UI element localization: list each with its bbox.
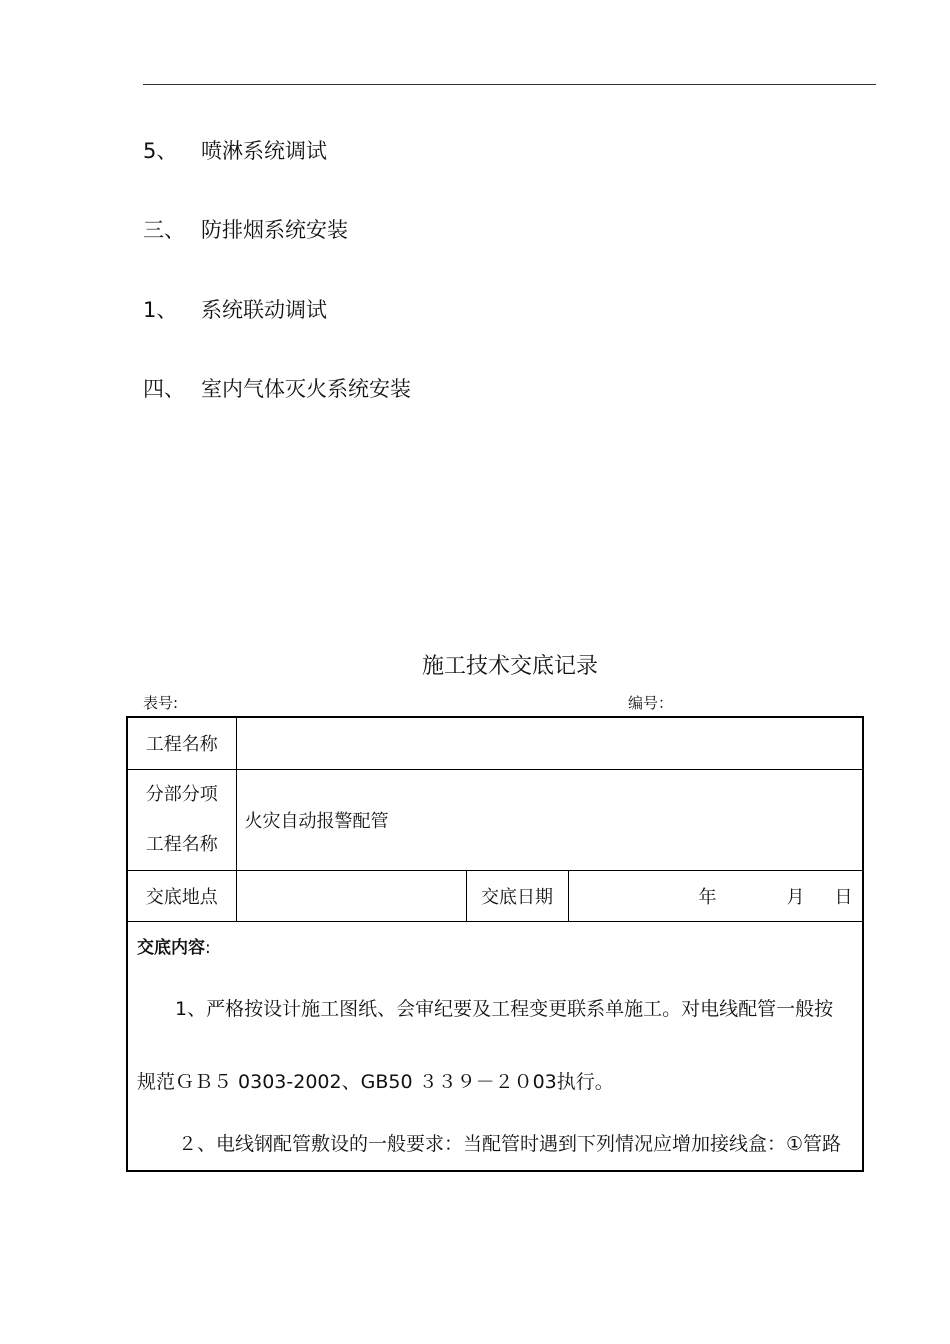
content-label-colon: :	[205, 937, 211, 958]
table-row	[127, 921, 863, 1171]
subitem-label	[127, 769, 236, 870]
content-paragraph: 1、严格按设计施工图纸、会审纪要及工程变更联系单施工。对电线配管一般按	[175, 997, 834, 1020]
table-row	[127, 870, 863, 921]
location-label: 交底地点	[127, 870, 236, 921]
heading-number: 四、	[143, 377, 185, 401]
date-label: 交底日期	[466, 870, 568, 921]
heading-text: 室内气体灭火系统安装	[201, 377, 411, 401]
date-field[interactable]	[568, 870, 863, 921]
heading-text: 系统联动调试	[201, 298, 327, 322]
heading-number: 1、	[143, 298, 178, 322]
section-heading	[143, 295, 327, 325]
form-title: 施工技术交底记录	[421, 654, 598, 679]
heading-text: 防排烟系统安装	[201, 218, 348, 242]
heading-number: 5、	[143, 139, 178, 163]
location-field[interactable]	[236, 870, 466, 921]
table-row	[127, 769, 863, 870]
section-heading	[143, 136, 327, 166]
content-label-text: 交底内容	[137, 937, 205, 958]
table-number-label: 表号:	[143, 694, 179, 712]
project-name-label: 工程名称	[127, 717, 236, 769]
project-name-field[interactable]	[236, 717, 863, 769]
content-cell	[127, 921, 863, 1171]
subitem-field[interactable]: 火灾自动报警配管	[236, 769, 863, 870]
heading-number: 三、	[143, 218, 185, 242]
section-heading	[143, 215, 348, 245]
disclosure-record-table	[126, 716, 864, 1172]
subitem-label-line2: 工程名称	[145, 833, 218, 855]
heading-text: 喷淋系统调试	[201, 139, 327, 163]
date-day-label: 日	[834, 886, 853, 908]
content-paragraph: 规范ＧＢ５ 0303-2002、GB50 ３３９－２０03执行。	[137, 1070, 614, 1093]
content-paragraph: ２、电线钢配管敷设的一般要求：当配管时遇到下列情况应增加接线盒：①管路	[178, 1132, 842, 1155]
subitem-label-line1: 分部分项	[145, 783, 218, 805]
header-rule	[143, 84, 876, 85]
date-year-label: 年	[698, 886, 717, 908]
table-row	[127, 717, 863, 769]
serial-number-label: 编号：	[628, 694, 674, 712]
content-label	[137, 934, 862, 962]
section-heading	[143, 374, 411, 404]
date-month-label: 月	[786, 886, 805, 908]
